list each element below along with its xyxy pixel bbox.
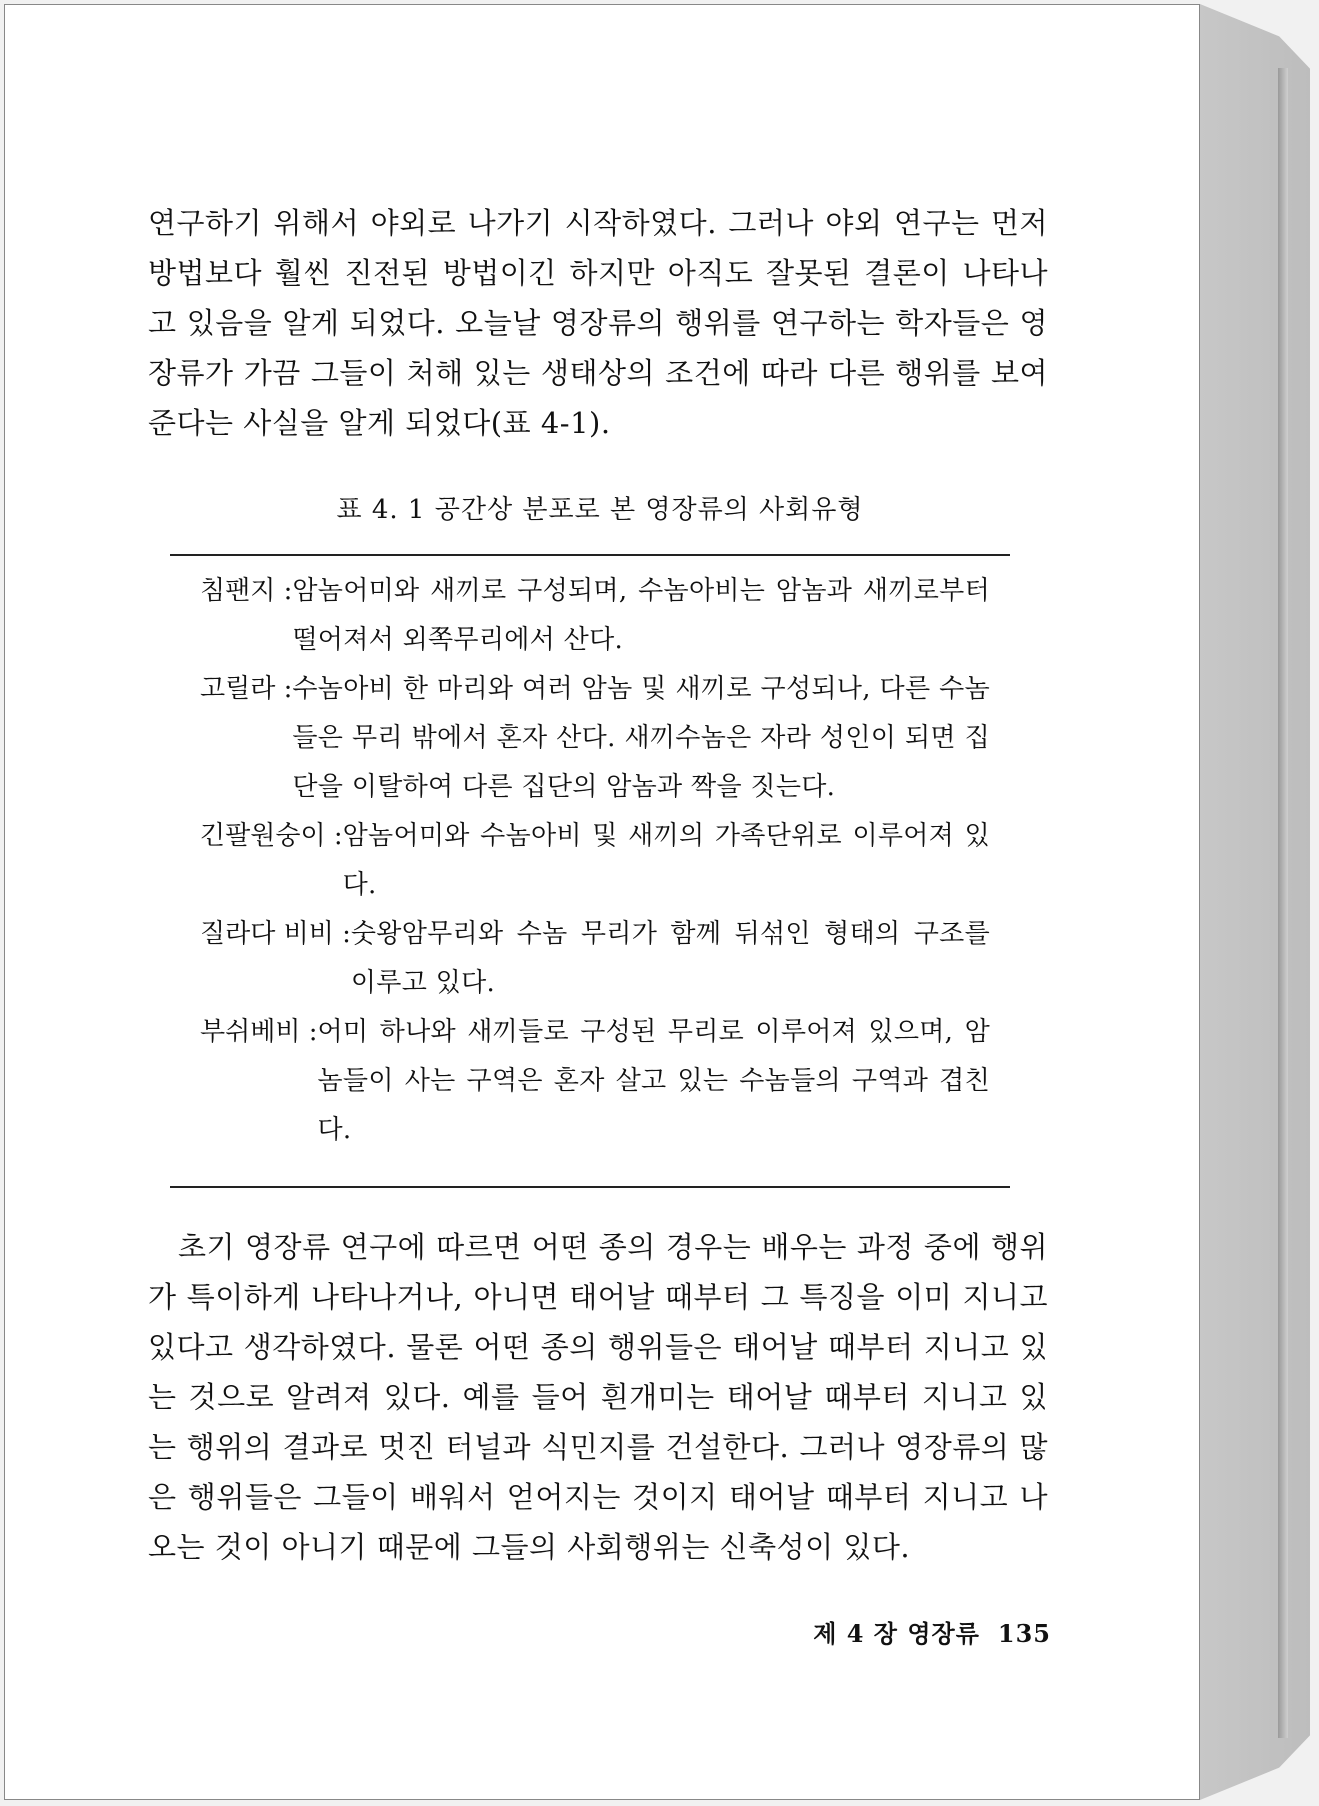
table-entries [200, 567, 990, 1155]
page-footer [813, 1614, 1051, 1649]
entry-term: 침팬지 : [200, 576, 293, 606]
book-side-face [1200, 4, 1310, 1800]
body-paragraph-2: 초기 영장류 연구에 따르면 어떤 종의 경우는 배우는 과정 중에 행위가 특이하게 나타나거나, 아니면 태어날 때부터 그 특징을 이미 지니고 있다고 생각하였다. 물론 어떤 종의 행위들은 태어날 때부터 지니고 있는 것으로 알려져 있다. 예를 들어 흰개미는 태어날 때부터 지니고 있는 행위의 결과로 멋진 터널과 식민지를 건설한다. 그러나 영장류의 많은 행위들은 그들이 배워서 얻어지는 것이지 태어날 때부터 지니고 나오는 것이 아니기 때문에 그들의 사회행위는 신축성이 있다. [148, 1230, 1048, 1564]
table-title: 표 4. 1 공간상 분포로 본 영장류의 사회유형 [336, 495, 864, 525]
page-number: 135 [997, 1619, 1051, 1648]
entry-term: 부쉬베비 : [200, 1017, 318, 1047]
table-entry [200, 812, 990, 910]
entry-term: 질라다 비비 : [200, 919, 351, 949]
footer-chapter: 제 4 장 영장류 [813, 1619, 980, 1648]
book-page-edges [1278, 68, 1288, 1738]
entry-description: 어미 하나와 새끼들로 구성된 무리로 이루어져 있으며, 암놈들이 사는 구역은 혼자 살고 있는 수놈들의 구역과 겹친다. [317, 1017, 990, 1145]
entry-description: 암놈어미와 수놈아비 및 새끼의 가족단위로 이루어져 있다. [342, 821, 990, 900]
table-entry [200, 665, 990, 812]
entry-description: 숫왕암무리와 수놈 무리가 함께 뒤섞인 형태의 구조를 이루고 있다. [350, 919, 990, 998]
table-bottom-rule [170, 1186, 1010, 1188]
entry-description: 수놈아비 한 마리와 여러 암놈 및 새끼로 구성되나, 다른 수놈들은 무리 밖에서 혼자 산다. 새끼수놈은 자라 성인이 되면 집단을 이탈하여 다른 집단의 암놈과 짝을 짓는다. [292, 674, 990, 802]
table-entry [200, 1008, 990, 1155]
entry-description: 암놈어미와 새끼로 구성되며, 수놈아비는 암놈과 새끼로부터 떨어져서 외쪽무리에서 산다. [292, 576, 990, 655]
entry-term: 고릴라 : [200, 674, 293, 704]
entry-term: 긴팔원숭이 : [200, 821, 343, 851]
table-entry [200, 910, 990, 1008]
body-paragraph-1: 연구하기 위해서 야외로 나가기 시작하였다. 그러나 야외 연구는 먼저 방법보다 훨씬 진전된 방법이긴 하지만 아직도 잘못된 결론이 나타나고 있음을 알게 되었다. 오늘날 영장류의 행위를 연구하는 학자들은 영장류가 가끔 그들이 처해 있는 생태상의 조건에 따라 다른 행위를 보여준다는 사실을 알게 되었다(표 4-1). [148, 206, 1048, 440]
table-top-rule [170, 554, 1010, 556]
table-entry [200, 567, 990, 665]
